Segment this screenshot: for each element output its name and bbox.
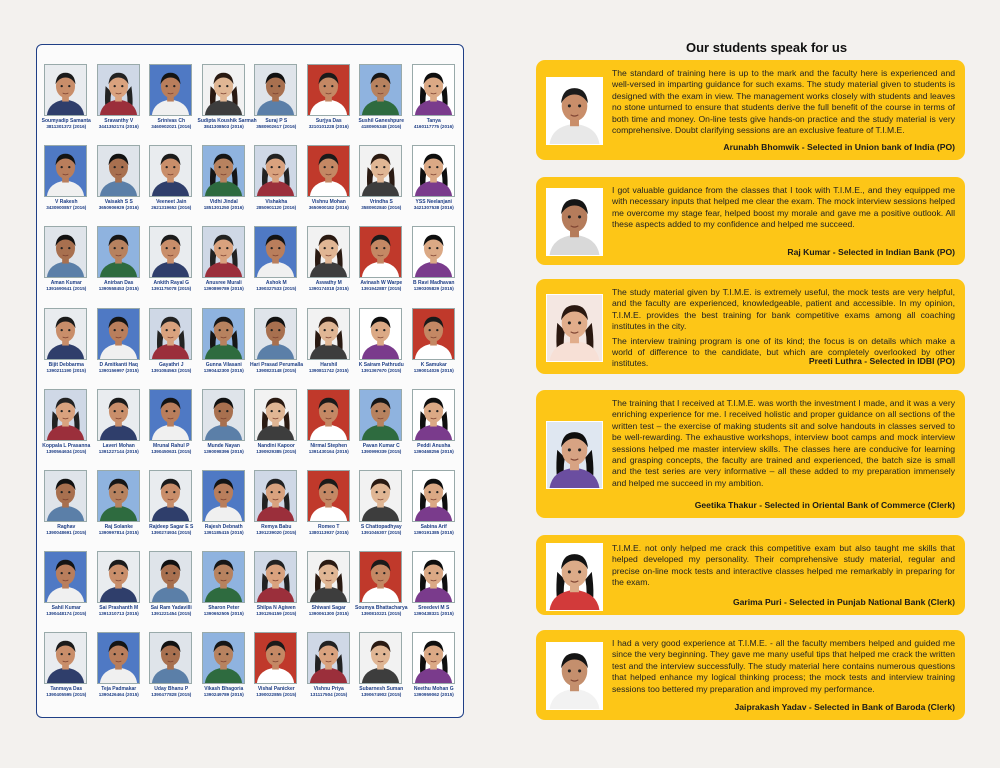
student-roll-number: 1390999339 (2015) bbox=[361, 448, 402, 454]
student-roll-number: 1390810221 (2015) bbox=[361, 611, 402, 617]
student-photo bbox=[307, 226, 350, 278]
testimonial-photo bbox=[546, 421, 603, 489]
student-card bbox=[408, 387, 461, 468]
student-card bbox=[40, 630, 93, 711]
student-name: Aman Kumar bbox=[50, 280, 82, 287]
testimonial-text: The standard of training here is up to the mark and the faculty here is experienced and well-versed in imparting guidance for such exams. The study material given to students is designed with the exam in view. The management works closely with students and leaves no stone unturned to ensure that students derive the full benefit of the course in terms of both time and money. On-line tests give hands-on practice and the study material is very comprehensive. Doubt clarifying sessions are an exclusive feature of T.I.M.E. bbox=[612, 68, 955, 136]
student-roll-number: 1390929385 (2015) bbox=[256, 448, 297, 454]
student-name: Neethu Mohan G bbox=[413, 686, 454, 693]
student-card bbox=[250, 549, 303, 630]
student-roll-number: 1391690641 (2015) bbox=[46, 286, 87, 292]
student-card bbox=[145, 630, 198, 711]
student-name: Vrindha S bbox=[369, 199, 393, 206]
student-card bbox=[40, 549, 93, 630]
student-photo bbox=[149, 145, 192, 197]
student-photo bbox=[359, 389, 402, 441]
student-roll-number: 1390405595 (2015) bbox=[46, 692, 87, 698]
student-name: Shilpa N Agiwen bbox=[256, 605, 296, 612]
testimonial-signature: Raj Kumar - Selected in Indian Bank (PO) bbox=[787, 247, 955, 257]
student-card bbox=[408, 468, 461, 549]
student-name: D Amitkanti Haq bbox=[99, 361, 138, 368]
student-name: Bijit Debbarma bbox=[48, 361, 84, 368]
student-roll-number: 1390048691 (2015) bbox=[46, 529, 87, 535]
student-photo bbox=[97, 308, 140, 360]
student-card bbox=[198, 143, 251, 224]
student-card bbox=[198, 468, 251, 549]
student-photo bbox=[307, 551, 350, 603]
student-roll-number: 1390450631 (2015) bbox=[151, 448, 192, 454]
student-photo bbox=[307, 470, 350, 522]
student-roll-number: 1391046307 (2015) bbox=[361, 529, 402, 535]
student-roll-number: 1390558453 (2015) bbox=[98, 286, 139, 292]
student-photo bbox=[149, 226, 192, 278]
student-card bbox=[355, 143, 408, 224]
student-name: Teja Padmakar bbox=[101, 686, 137, 693]
student-photo bbox=[307, 389, 350, 441]
student-roll-number: 1391227144 (2015) bbox=[98, 448, 139, 454]
student-name: Avinash W Warpe bbox=[360, 280, 403, 287]
student-photo bbox=[97, 470, 140, 522]
testimonial-signature: Geetika Thakur - Selected in Oriental Bank of Commerce (Clerk) bbox=[694, 500, 955, 510]
student-photo bbox=[202, 64, 245, 116]
testimonial-body bbox=[612, 185, 955, 234]
student-roll-number: 1390211190 (2015) bbox=[46, 367, 87, 373]
student-card bbox=[93, 306, 146, 387]
student-card bbox=[250, 224, 303, 305]
student-roll-number: 1390098396 (2015) bbox=[203, 448, 244, 454]
student-photo bbox=[254, 145, 297, 197]
student-name: Munde Nayan bbox=[207, 442, 240, 449]
student-roll-number: 3460902021 (2016) bbox=[151, 124, 192, 129]
student-name: Vidhi Jindal bbox=[209, 199, 238, 206]
student-name: Remya Babu bbox=[261, 523, 292, 530]
student-photo bbox=[97, 226, 140, 278]
testimonial-body bbox=[612, 398, 955, 492]
student-roll-number: 3421307538 (2016) bbox=[413, 205, 454, 211]
student-name: Gayathri J bbox=[159, 361, 184, 368]
student-card bbox=[408, 549, 461, 630]
student-name: Sudipta Koushik Sarmah bbox=[197, 118, 257, 124]
testimonial-photo bbox=[546, 188, 603, 256]
student-roll-number: 4180905348 (2016) bbox=[361, 124, 402, 129]
student-name: Vishnu Mohan bbox=[311, 199, 346, 206]
student-card bbox=[145, 468, 198, 549]
student-card bbox=[93, 468, 146, 549]
student-name: Nandini Kapoor bbox=[257, 442, 295, 449]
student-roll-number: 1390305829 (2015) bbox=[413, 286, 454, 292]
student-photo bbox=[254, 632, 297, 684]
student-card bbox=[408, 62, 461, 143]
testimonial-text: I had a very good experience at T.I.M.E. - all the faculty members helped and guided me since the very beginning. They gave me many useful tips that helped me crack the written test and the interview successfully. The study material here contains numerous questions that helped enhance my logical thinking process; the mock tests and interview training sessions too bettered my preparation and improved my performance. bbox=[612, 638, 955, 694]
student-photo bbox=[359, 632, 402, 684]
testimonial-photo bbox=[546, 642, 603, 710]
student-roll-number: 1391367670 (2015) bbox=[361, 367, 402, 373]
student-photo bbox=[254, 551, 297, 603]
student-photo bbox=[44, 470, 87, 522]
student-photo bbox=[44, 226, 87, 278]
student-roll-number: 1391942887 (2015) bbox=[361, 286, 402, 292]
testimonial-body bbox=[612, 638, 955, 698]
student-card bbox=[145, 224, 198, 305]
student-photo bbox=[149, 632, 192, 684]
student-photo bbox=[202, 551, 245, 603]
student-photo bbox=[44, 551, 87, 603]
student-roll-number: 2850901120 (2016) bbox=[256, 205, 297, 211]
student-photo bbox=[307, 632, 350, 684]
testimonial-text: The training that I received at T.I.M.E. was worth the investment I made, and it was a very enriching experience for me. I received holistic and proper guidance on all sections of the written test – the exercise of making students sit and solve handouts in classes served to be well-rewarding. The exhaustive workshops, interview boot camps and mock interview sessions helped me master interview skills. The classes here are conducive for learning and grasping concepts, the faculty are trained and experienced, the batch size is small and the test series are very informative – all these added to my preparation immensely and helped me succeed in my ambition. bbox=[612, 398, 955, 488]
student-roll-number: 1391239020 (2015) bbox=[256, 529, 297, 535]
student-photo bbox=[359, 308, 402, 360]
student-name: Anirban Das bbox=[104, 280, 134, 287]
student-name: Sreedevi M S bbox=[418, 605, 450, 612]
student-name: Sai Prashanth M bbox=[99, 605, 139, 612]
student-photo bbox=[307, 308, 350, 360]
student-roll-number: 1390997814 (2015) bbox=[98, 529, 139, 535]
student-roll-number: 1390022855 (2015) bbox=[256, 692, 297, 698]
student-card bbox=[40, 468, 93, 549]
student-card bbox=[355, 224, 408, 305]
student-name: Romeo T bbox=[318, 523, 340, 530]
student-name: Sahil Kumar bbox=[51, 605, 81, 612]
student-photo bbox=[44, 389, 87, 441]
student-photo bbox=[202, 308, 245, 360]
student-photo bbox=[307, 145, 350, 197]
student-name: Vaisakh S S bbox=[104, 199, 133, 206]
student-photo bbox=[412, 551, 455, 603]
student-roll-number: 3650900182 (2016) bbox=[308, 205, 349, 211]
student-card bbox=[93, 143, 146, 224]
student-photo bbox=[412, 64, 455, 116]
page-title: Our students speak for us bbox=[686, 40, 848, 55]
student-name: Gunna Vilasani bbox=[205, 361, 242, 368]
student-roll-number: 1390448174 (2015) bbox=[46, 611, 87, 617]
student-card bbox=[355, 549, 408, 630]
student-roll-number: 4160117775 (2016) bbox=[413, 124, 454, 129]
student-photo bbox=[359, 551, 402, 603]
testimonial-card bbox=[536, 535, 965, 615]
student-card bbox=[145, 549, 198, 630]
student-roll-number: 1390014026 (2015) bbox=[413, 367, 454, 373]
student-name: Vikash Bhagoria bbox=[204, 686, 244, 693]
student-photo bbox=[254, 470, 297, 522]
student-card bbox=[198, 630, 251, 711]
student-roll-number: 2621319652 (2016) bbox=[151, 205, 192, 211]
student-roll-number: 1391175078 (2015) bbox=[151, 286, 192, 292]
student-photo bbox=[254, 226, 297, 278]
student-roll-number: 1391294159 (2015) bbox=[256, 611, 297, 617]
student-photo bbox=[44, 145, 87, 197]
student-photo bbox=[359, 64, 402, 116]
student-name: Mrunal Rahul P bbox=[153, 442, 190, 449]
testimonial-card bbox=[536, 60, 965, 160]
student-photo bbox=[202, 145, 245, 197]
student-name: K Samukar bbox=[420, 361, 447, 368]
student-roll-number: 1390811742 (2015) bbox=[308, 367, 349, 373]
student-card bbox=[303, 549, 356, 630]
testimonial-card bbox=[536, 279, 965, 374]
student-card bbox=[250, 143, 303, 224]
student-card bbox=[198, 224, 251, 305]
testimonial-signature: Jaiprakash Yadav - Selected in Bank of Baroda (Clerk) bbox=[734, 702, 955, 712]
student-name: Harshil bbox=[320, 361, 338, 368]
student-photo bbox=[254, 389, 297, 441]
student-photo bbox=[97, 389, 140, 441]
student-roll-number: 1390652505 (2015) bbox=[203, 611, 244, 617]
student-card bbox=[250, 306, 303, 387]
student-roll-number: 1390442300 (2015) bbox=[203, 367, 244, 373]
student-name: Sharon Peter bbox=[208, 605, 240, 612]
student-name: Hari Prasad Perumalla bbox=[250, 361, 304, 368]
student-photo bbox=[254, 64, 297, 116]
student-card bbox=[250, 62, 303, 143]
student-name: Shiwani Sagar bbox=[311, 605, 346, 612]
student-photo bbox=[149, 389, 192, 441]
student-name: Subarnesh Suman bbox=[359, 686, 404, 693]
student-photo bbox=[149, 308, 192, 360]
student-roll-number: 1391430164 (2015) bbox=[308, 448, 349, 454]
student-name: Vishnu Priya bbox=[313, 686, 344, 693]
student-roll-number: 1851301250 (2016) bbox=[203, 205, 244, 211]
student-card bbox=[40, 224, 93, 305]
student-card bbox=[408, 630, 461, 711]
student-name: Srinivas Ch bbox=[157, 118, 185, 124]
student-name: Sai Ram Yadavilli bbox=[150, 605, 192, 612]
student-card bbox=[250, 468, 303, 549]
student-roll-number: 1390426464 (2015) bbox=[98, 692, 139, 698]
student-card bbox=[303, 387, 356, 468]
student-roll-number: 1390174018 (2015) bbox=[308, 286, 349, 292]
student-roll-number: 1391221454 (2015) bbox=[151, 611, 192, 617]
student-photo bbox=[359, 470, 402, 522]
student-photo bbox=[202, 389, 245, 441]
student-card bbox=[303, 62, 356, 143]
student-name: Ankith Rayal G bbox=[153, 280, 190, 287]
student-card bbox=[303, 468, 356, 549]
testimonial-photo bbox=[546, 77, 603, 145]
testimonial-body bbox=[612, 68, 955, 139]
student-photo bbox=[412, 632, 455, 684]
student-photo bbox=[97, 64, 140, 116]
testimonial-signature: Arunabh Bhomwik - Selected in Union bank of India (PO) bbox=[723, 142, 955, 152]
student-name: B Ravi Madhavan bbox=[413, 280, 455, 287]
student-roll-number: 1390327533 (2015) bbox=[256, 286, 297, 292]
student-card bbox=[408, 306, 461, 387]
student-name: Rajdeep Sagar E S bbox=[149, 523, 194, 530]
student-roll-number: 1390477828 (2015) bbox=[151, 692, 192, 698]
student-name: Laveri Mohan bbox=[102, 442, 135, 449]
student-card bbox=[250, 630, 303, 711]
student-photo bbox=[44, 632, 87, 684]
student-name: Soumyadip Samanta bbox=[41, 118, 91, 124]
student-card bbox=[355, 62, 408, 143]
testimonial-text: The study material given by T.I.M.E. is extremely useful, the mock tests are very helpful, and the faculty are experienced, knowledgeable, patient and accessible. In my opinion, T.I.M.E. provides the best training for bank competitive exams among all coaching institutes in the city. bbox=[612, 287, 955, 332]
student-name: Anusree Murali bbox=[205, 280, 242, 287]
student-photo bbox=[359, 145, 402, 197]
student-photo bbox=[359, 226, 402, 278]
student-card bbox=[145, 143, 198, 224]
student-roll-number: 1390564634 (2015) bbox=[46, 448, 87, 454]
student-name: Sushil Ganeshpure bbox=[358, 118, 405, 124]
students-panel bbox=[36, 44, 464, 718]
student-roll-number: 1391084563 (2015) bbox=[151, 367, 192, 373]
student-card bbox=[145, 387, 198, 468]
student-card bbox=[355, 387, 408, 468]
student-photo bbox=[202, 226, 245, 278]
student-roll-number: 1390274934 (2015) bbox=[151, 529, 192, 535]
student-photo bbox=[97, 632, 140, 684]
student-card bbox=[303, 224, 356, 305]
student-card bbox=[40, 62, 93, 143]
student-roll-number: 1390061300 (2015) bbox=[308, 611, 349, 617]
student-name: Uday Bhanu P bbox=[154, 686, 189, 693]
testimonial-card bbox=[536, 390, 965, 518]
student-card bbox=[408, 143, 461, 224]
student-roll-number: 1380113937 (2015) bbox=[308, 529, 349, 535]
student-roll-number: 1390191385 (2015) bbox=[413, 529, 454, 535]
student-card bbox=[198, 306, 251, 387]
student-roll-number: 3811301372 (2016) bbox=[46, 124, 87, 129]
student-card bbox=[145, 62, 198, 143]
student-name: Tanmaya Das bbox=[50, 686, 83, 693]
student-card bbox=[355, 468, 408, 549]
testimonial-photo bbox=[546, 294, 603, 362]
student-name: S Chattopadhyay bbox=[360, 523, 402, 530]
student-card bbox=[355, 306, 408, 387]
student-roll-number: 1390468256 (2015) bbox=[413, 448, 454, 454]
student-name: Pavan Kumar C bbox=[362, 442, 400, 449]
testimonial-text: T.I.M.E. not only helped me crack this competitive exam but also taught me skills that helped developed my personality. Their comprehensive study material, regular and precise on-line mock tests and interactive classes helped me remarkably in preparing for the exam. bbox=[612, 543, 955, 588]
student-card bbox=[93, 630, 146, 711]
student-name: Tanya bbox=[426, 118, 441, 124]
testimonial-signature: Preeti Luthra - Selected in IDBI (PO) bbox=[808, 356, 955, 366]
student-card bbox=[40, 143, 93, 224]
testimonial-body bbox=[612, 543, 955, 592]
testimonial-photo bbox=[546, 543, 603, 611]
student-roll-number: 3841308503 (2016) bbox=[203, 124, 244, 129]
student-card bbox=[40, 306, 93, 387]
student-card bbox=[198, 387, 251, 468]
student-photo bbox=[254, 308, 297, 360]
student-name: Ashok M bbox=[265, 280, 287, 287]
student-name: V Rakesh bbox=[54, 199, 78, 206]
student-card bbox=[93, 224, 146, 305]
student-photo bbox=[149, 64, 192, 116]
student-name: Peddi Anusha bbox=[417, 442, 451, 449]
student-name: Veeneet Jain bbox=[156, 199, 187, 206]
student-photo bbox=[97, 551, 140, 603]
student-photo bbox=[44, 308, 87, 360]
student-card bbox=[145, 306, 198, 387]
student-photo bbox=[412, 226, 455, 278]
student-roll-number: 1391310713 (2015) bbox=[98, 611, 139, 617]
student-name: Surjya Das bbox=[315, 118, 342, 124]
student-photo bbox=[412, 389, 455, 441]
student-photo bbox=[97, 145, 140, 197]
student-photo bbox=[412, 470, 455, 522]
student-card bbox=[40, 387, 93, 468]
student-card bbox=[355, 630, 408, 711]
testimonial-signature: Garima Puri - Selected in Punjab National Bank (Clerk) bbox=[732, 597, 955, 607]
student-roll-number: 131117504 (2015) bbox=[310, 692, 348, 698]
student-name: Vishal Panicker bbox=[257, 686, 295, 693]
student-card bbox=[303, 143, 356, 224]
student-photo bbox=[307, 64, 350, 116]
student-name: Raghav bbox=[57, 523, 76, 530]
student-name: K Sairam Pathrudu bbox=[358, 361, 404, 368]
student-roll-number: 1390823148 (2015) bbox=[256, 367, 297, 373]
student-name: Vishakha bbox=[265, 199, 288, 206]
student-roll-number: 1390959062 (2015) bbox=[413, 692, 454, 698]
testimonial-text: The interview training program is one of its kind; the focus is on details which make a world of difference to the candidate, but which are completely overlooked by other institutes. bbox=[612, 335, 955, 369]
student-card bbox=[93, 62, 146, 143]
student-photo bbox=[412, 308, 455, 360]
student-photo bbox=[44, 64, 87, 116]
student-name: Suraj P S bbox=[265, 118, 288, 124]
students-grid bbox=[40, 62, 460, 712]
student-roll-number: 1390899789 (2015) bbox=[203, 286, 244, 292]
student-roll-number: 3441352174 (2016) bbox=[98, 124, 139, 129]
student-name: Sravanthy V bbox=[104, 118, 134, 124]
student-roll-number: 3580902840 (2016) bbox=[361, 205, 402, 211]
student-name: Rajesh Debnath bbox=[204, 523, 243, 530]
student-roll-number: 1390438321 (2015) bbox=[413, 611, 454, 617]
student-name: Aswathy M bbox=[315, 280, 342, 287]
student-roll-number: 3430900857 (2016) bbox=[46, 205, 87, 211]
student-card bbox=[250, 387, 303, 468]
student-card bbox=[198, 549, 251, 630]
student-card bbox=[93, 387, 146, 468]
student-name: Nirmal Stephen bbox=[310, 442, 348, 449]
student-roll-number: 1390249789 (2015) bbox=[203, 692, 244, 698]
student-photo bbox=[149, 551, 192, 603]
student-name: Soumya Bhattacharya bbox=[355, 605, 408, 612]
student-photo bbox=[202, 632, 245, 684]
student-photo bbox=[202, 470, 245, 522]
student-photo bbox=[149, 470, 192, 522]
student-card bbox=[197, 62, 257, 143]
student-roll-number: 3650906929 (2016) bbox=[98, 205, 139, 211]
testimonial-text: I got valuable guidance from the classes that I took with T.I.M.E., and they equipped me with necessary inputs that helped me clear the exam. The mock interview sessions helped me overcome my stage fear, helped boost my morale and gave me a positive outlook. All these aspects added to my confidence and helped me succeed. bbox=[612, 185, 955, 230]
student-name: Sabina Arif bbox=[420, 523, 447, 530]
student-roll-number: 3210101228 (2016) bbox=[308, 124, 349, 129]
student-roll-number: 1390156997 (2015) bbox=[98, 367, 139, 373]
student-name: Koppala L Prasanna bbox=[42, 442, 91, 449]
testimonial-card bbox=[536, 630, 965, 720]
student-card bbox=[93, 549, 146, 630]
student-name: Raj Solanke bbox=[104, 523, 133, 530]
student-card bbox=[303, 306, 356, 387]
student-roll-number: 3580902617 (2016) bbox=[256, 124, 297, 129]
student-name: YSS Neelanjani bbox=[415, 199, 452, 206]
student-roll-number: 1390674902 (2015) bbox=[361, 692, 402, 698]
student-card bbox=[303, 630, 356, 711]
student-roll-number: 1391185415 (2015) bbox=[203, 529, 244, 535]
student-photo bbox=[412, 145, 455, 197]
student-card bbox=[408, 224, 461, 305]
testimonial-card bbox=[536, 177, 965, 265]
